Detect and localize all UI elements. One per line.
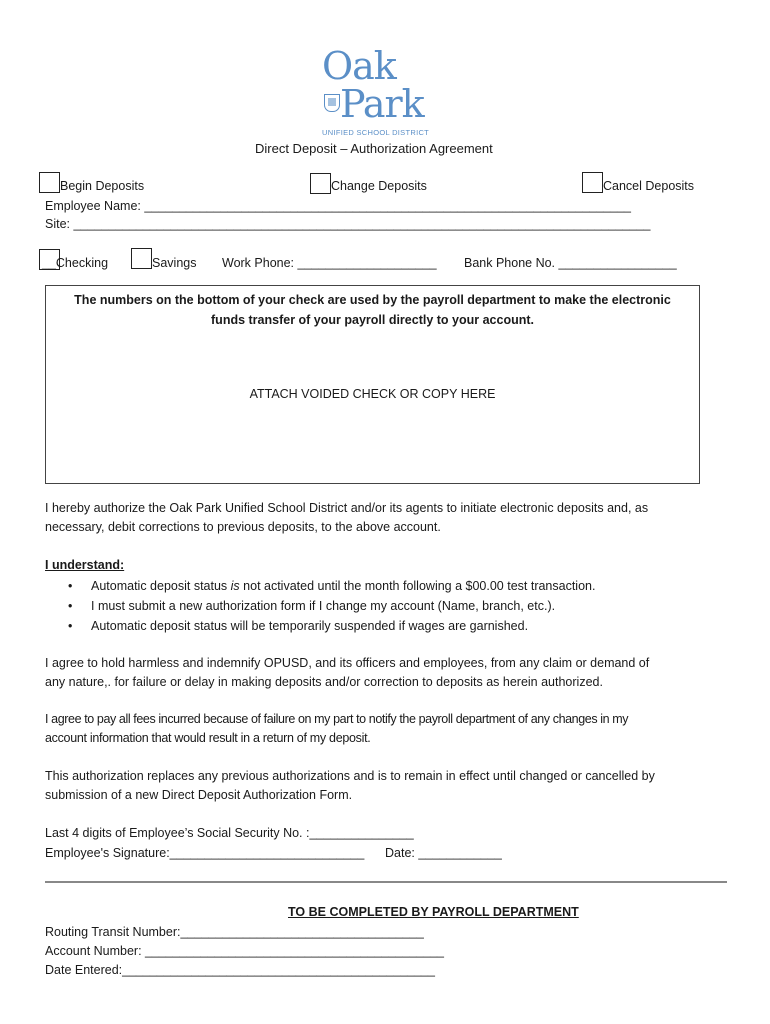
list-item: • I must submit a new authorization form if I change my account (Name, branch, etc.). [65,596,595,616]
logo-oak-text: Oak [322,44,396,88]
seal-icon [324,94,340,112]
section-divider [45,881,727,883]
bank-phone-field[interactable]: Bank Phone No. _________________ [464,256,677,270]
date-entered-field[interactable]: Date Entered:_____________________________________________ [45,963,435,977]
harmless-line2: any nature,. for failure or delay in making deposits and/or correction to deposits as herein authorized. [45,675,603,689]
change-deposits-checkbox[interactable] [310,173,331,194]
replaces-line2: submission of a new Direct Deposit Authorization Form. [45,788,353,802]
employee-name-field[interactable]: Employee Name: ______________________________________________________________________ [45,199,631,213]
ssn-field[interactable]: Last 4 digits of Employee’s Social Security No. :_______________ [45,826,414,840]
understand-heading: I understand: [45,558,125,572]
work-phone-field[interactable]: Work Phone: ____________________ [222,256,437,270]
cancel-deposits-checkbox[interactable] [582,172,603,193]
date-field[interactable]: Date: ____________ [385,846,502,860]
list-item: • Automatic deposit status will be temporarily suspended if wages are garnished. [65,616,595,636]
list-item: • Automatic deposit status is not activated until the month following a $00.00 test transaction. [65,576,595,596]
authorize-line1: I hereby authorize the Oak Park Unified School District and/or its agents to initiate electronic deposits and, as [45,501,649,515]
check-notice-line2: funds transfer of your payroll directly to your account. [211,313,534,327]
logo-district-text: UNIFIED SCHOOL DISTRICT [322,128,430,137]
logo-park-text: Park [340,82,424,126]
site-field[interactable]: Site: ___________________________________________________________________________________ [45,217,651,231]
cancel-deposits-label: Cancel Deposits [603,179,695,193]
fees-line2: account information that would result in a return of my deposit. [45,731,371,745]
check-notice-line1: The numbers on the bottom of your check are used by the payroll department to make the electronic [74,293,671,307]
authorize-line2: necessary, debit corrections to previous deposits, to the above account. [45,520,441,534]
routing-number-field[interactable]: Routing Transit Number:___________________________________ [45,925,424,939]
savings-label: Savings [152,256,197,270]
account-number-field[interactable]: Account Number: ___________________________________________ [45,944,444,958]
checking-label: __Checking [42,256,109,270]
form-title: Direct Deposit – Authorization Agreement [255,141,493,156]
begin-deposits-label: Begin Deposits [60,179,145,193]
signature-field[interactable]: Employee's Signature:____________________________ [45,846,365,860]
payroll-heading: TO BE COMPLETED BY PAYROLL DEPARTMENT [288,905,579,919]
understand-list [65,576,595,636]
harmless-line1: I agree to hold harmless and indemnify OPUSD, and its officers and employees, from any claim or demand of [45,656,650,670]
fees-line1: I agree to pay all fees incurred because of failure on my part to notify the payroll department of any changes in my [45,712,629,726]
attach-check-label: ATTACH VOIDED CHECK OR COPY HERE [249,387,496,401]
oak-park-logo [318,46,454,140]
change-deposits-label: Change Deposits [331,179,427,193]
begin-deposits-checkbox[interactable] [39,172,60,193]
replaces-line1: This authorization replaces any previous authorizations and is to remain in effect until changed or cancelled by [45,769,655,783]
savings-checkbox[interactable] [131,248,152,269]
